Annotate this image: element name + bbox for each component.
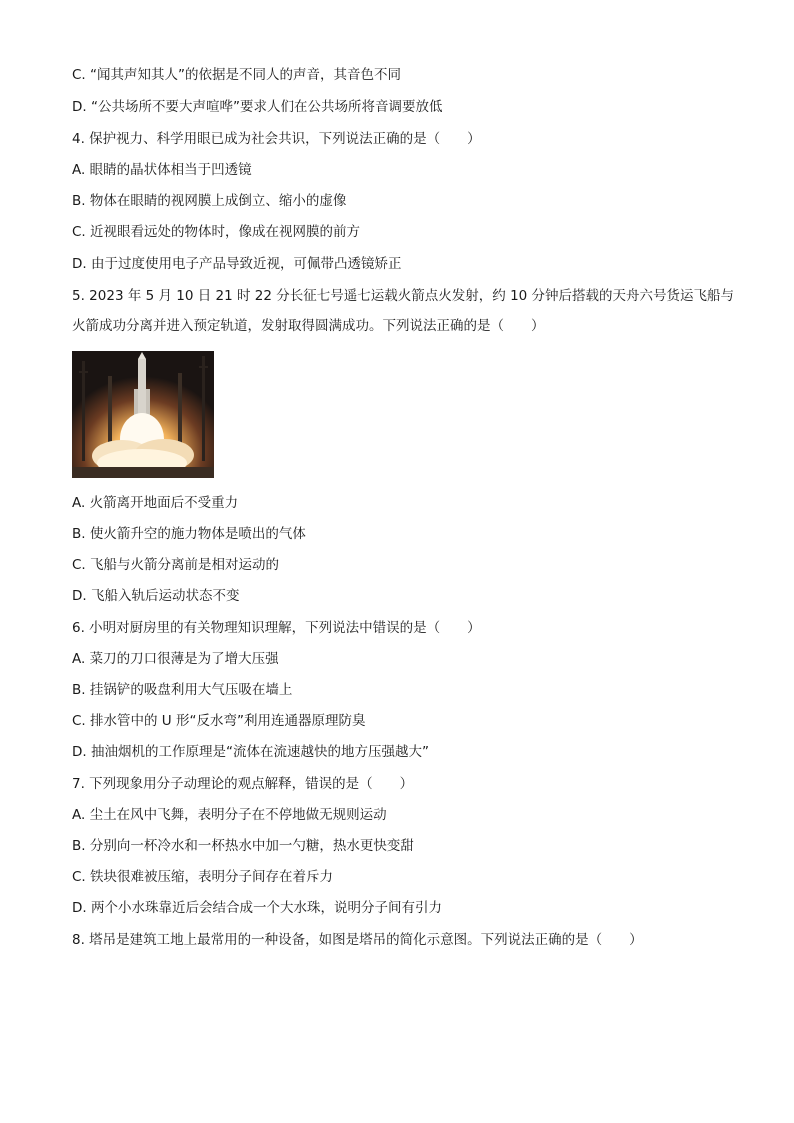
question-4: 4. 保护视力、科学用眼已成为社会共识，下列说法正确的是（ ）	[72, 131, 481, 147]
question-5-line2: 火箭成功分离并进入预定轨道，发射取得圆满成功。下列说法正确的是（ ）	[72, 318, 545, 334]
option-5c: C. 飞船与火箭分离前是相对运动的	[72, 557, 280, 573]
option-7d: D. 两个小水珠靠近后会结合成一个大水珠，说明分子间有引力	[72, 900, 442, 916]
option-5b: B. 使火箭升空的施力物体是喷出的气体	[72, 526, 306, 542]
question-6: 6. 小明对厨房里的有关物理知识理解，下列说法中错误的是（ ）	[72, 620, 481, 636]
question-7: 7. 下列现象用分子动理论的观点解释，错误的是（ ）	[72, 776, 414, 792]
option-7a: A. 尘土在风中飞舞，表明分子在不停地做无规则运动	[72, 807, 387, 823]
option-3d: D. “公共场所不要大声喧哗”要求人们在公共场所将音调要放低	[72, 99, 443, 115]
question-8: 8. 塔吊是建筑工地上最常用的一种设备，如图是塔吊的简化示意图。下列说法正确的是（ ）	[72, 932, 643, 948]
option-4c: C. 近视眼看远处的物体时，像成在视网膜的前方	[72, 224, 361, 240]
option-7c: C. 铁块很难被压缩，表明分子间存在着斥力	[72, 869, 334, 885]
option-6b: B. 挂锅铲的吸盘利用大气压吸在墙上	[72, 682, 293, 698]
option-4d: D. 由于过度使用电子产品导致近视，可佩带凸透镜矫正	[72, 256, 402, 272]
rocket-launch-photo	[72, 351, 214, 478]
option-3c: C. “闻其声知其人”的依据是不同人的声音，其音色不同	[72, 67, 401, 83]
option-4b: B. 物体在眼睛的视网膜上成倒立、缩小的虚像	[72, 193, 347, 209]
option-7b: B. 分别向一杯冷水和一杯热水中加一勺糖，热水更快变甜	[72, 838, 414, 854]
question-5-line1: 5. 2023 年 5 月 10 日 21 时 22 分长征七号遥七运载火箭点火发射，约 10 分钟后搭载的天舟六号货运飞船与	[72, 288, 735, 304]
option-6d: D. 抽油烟机的工作原理是“流体在流速越快的地方压强越大”	[72, 744, 429, 760]
option-6c: C. 排水管中的 U 形“反水弯”利用连通器原理防臭	[72, 713, 366, 729]
option-4a: A. 眼睛的晶状体相当于凹透镜	[72, 162, 252, 178]
option-5d: D. 飞船入轨后运动状态不变	[72, 588, 240, 604]
option-6a: A. 菜刀的刀口很薄是为了增大压强	[72, 651, 279, 667]
option-5a: A. 火箭离开地面后不受重力	[72, 495, 239, 511]
